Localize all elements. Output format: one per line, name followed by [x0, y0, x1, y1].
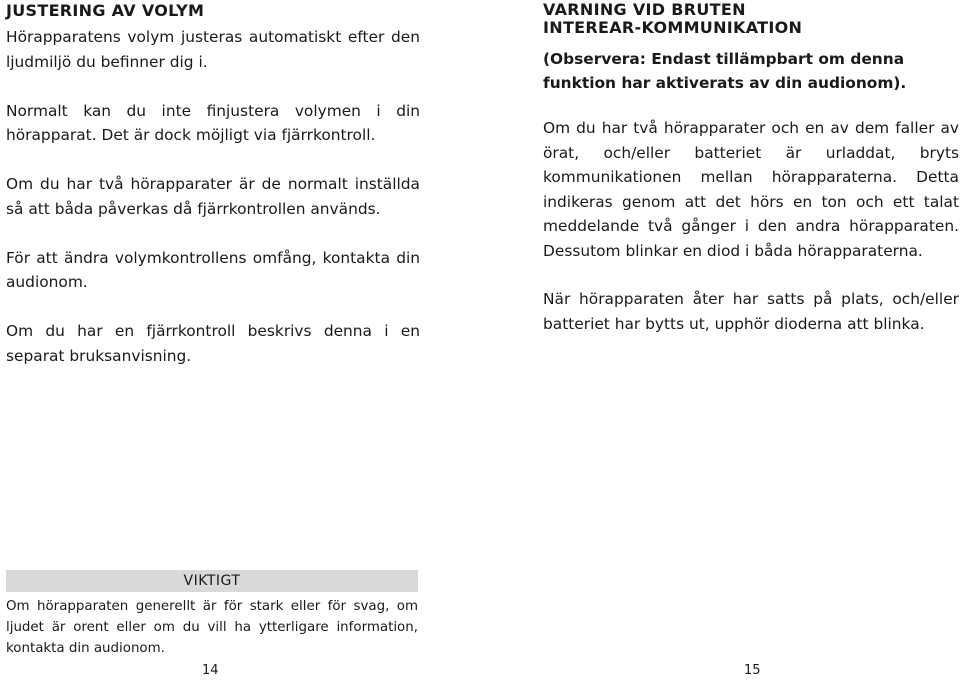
- paragraph: Om du har en fjärrkontroll beskrivs denna i en separat bruksanvisning.: [6, 322, 420, 365]
- section-heading-warning: [543, 0, 959, 37]
- note-paragraph: (Observera: Endast tillämpbart om denna funktion har aktiverats av din audionom).: [543, 50, 907, 92]
- important-title: VIKTIGT: [6, 570, 418, 592]
- important-text: Om hörapparaten generellt är för stark eller för svag, om ljudet är orent eller om du vill ha ytterligare information, kontakta din audionom.: [6, 599, 418, 656]
- section-heading-volume: JUSTERING AV VOLYM: [6, 1, 205, 20]
- left-column: [6, 0, 420, 368]
- paragraph: För att ändra volymkontrollens omfång, kontakta din audionom.: [6, 248, 420, 291]
- important-box: [6, 570, 418, 659]
- paragraph: Om du har två hörapparater är de normalt inställda så att båda påverkas då fjärrkontrollen används.: [6, 175, 420, 218]
- heading-line-1: VARNING VID BRUTEN: [543, 0, 746, 19]
- heading-line-2: INTEREAR-KOMMUNIKATION: [543, 18, 803, 37]
- paragraph: Normalt kan du inte finjustera volymen i din hörapparat. Det är dock möjligt via fjärrkontroll.: [6, 101, 420, 144]
- paragraph: Om du har två hörapparater och en av dem faller av örat, och/eller batteriet är urladdat, bryts kommunikationen mellan hörapparaterna. Detta indikeras genom att det hörs en ton och ett talat meddelande två gånger i den andra hörapparaten. Dessutom blinkar en diod i båda hörapparaterna.: [543, 119, 959, 260]
- page-number-left: 14: [202, 663, 219, 678]
- right-column: [543, 0, 959, 336]
- page-number-right: 15: [744, 663, 761, 678]
- paragraph: Hörapparatens volym justeras automatiskt efter den ljudmiljö du befinner dig i.: [6, 28, 420, 71]
- paragraph: När hörapparaten åter har satts på plats, och/eller batteriet har bytts ut, upphör dioderna att blinka.: [543, 290, 959, 333]
